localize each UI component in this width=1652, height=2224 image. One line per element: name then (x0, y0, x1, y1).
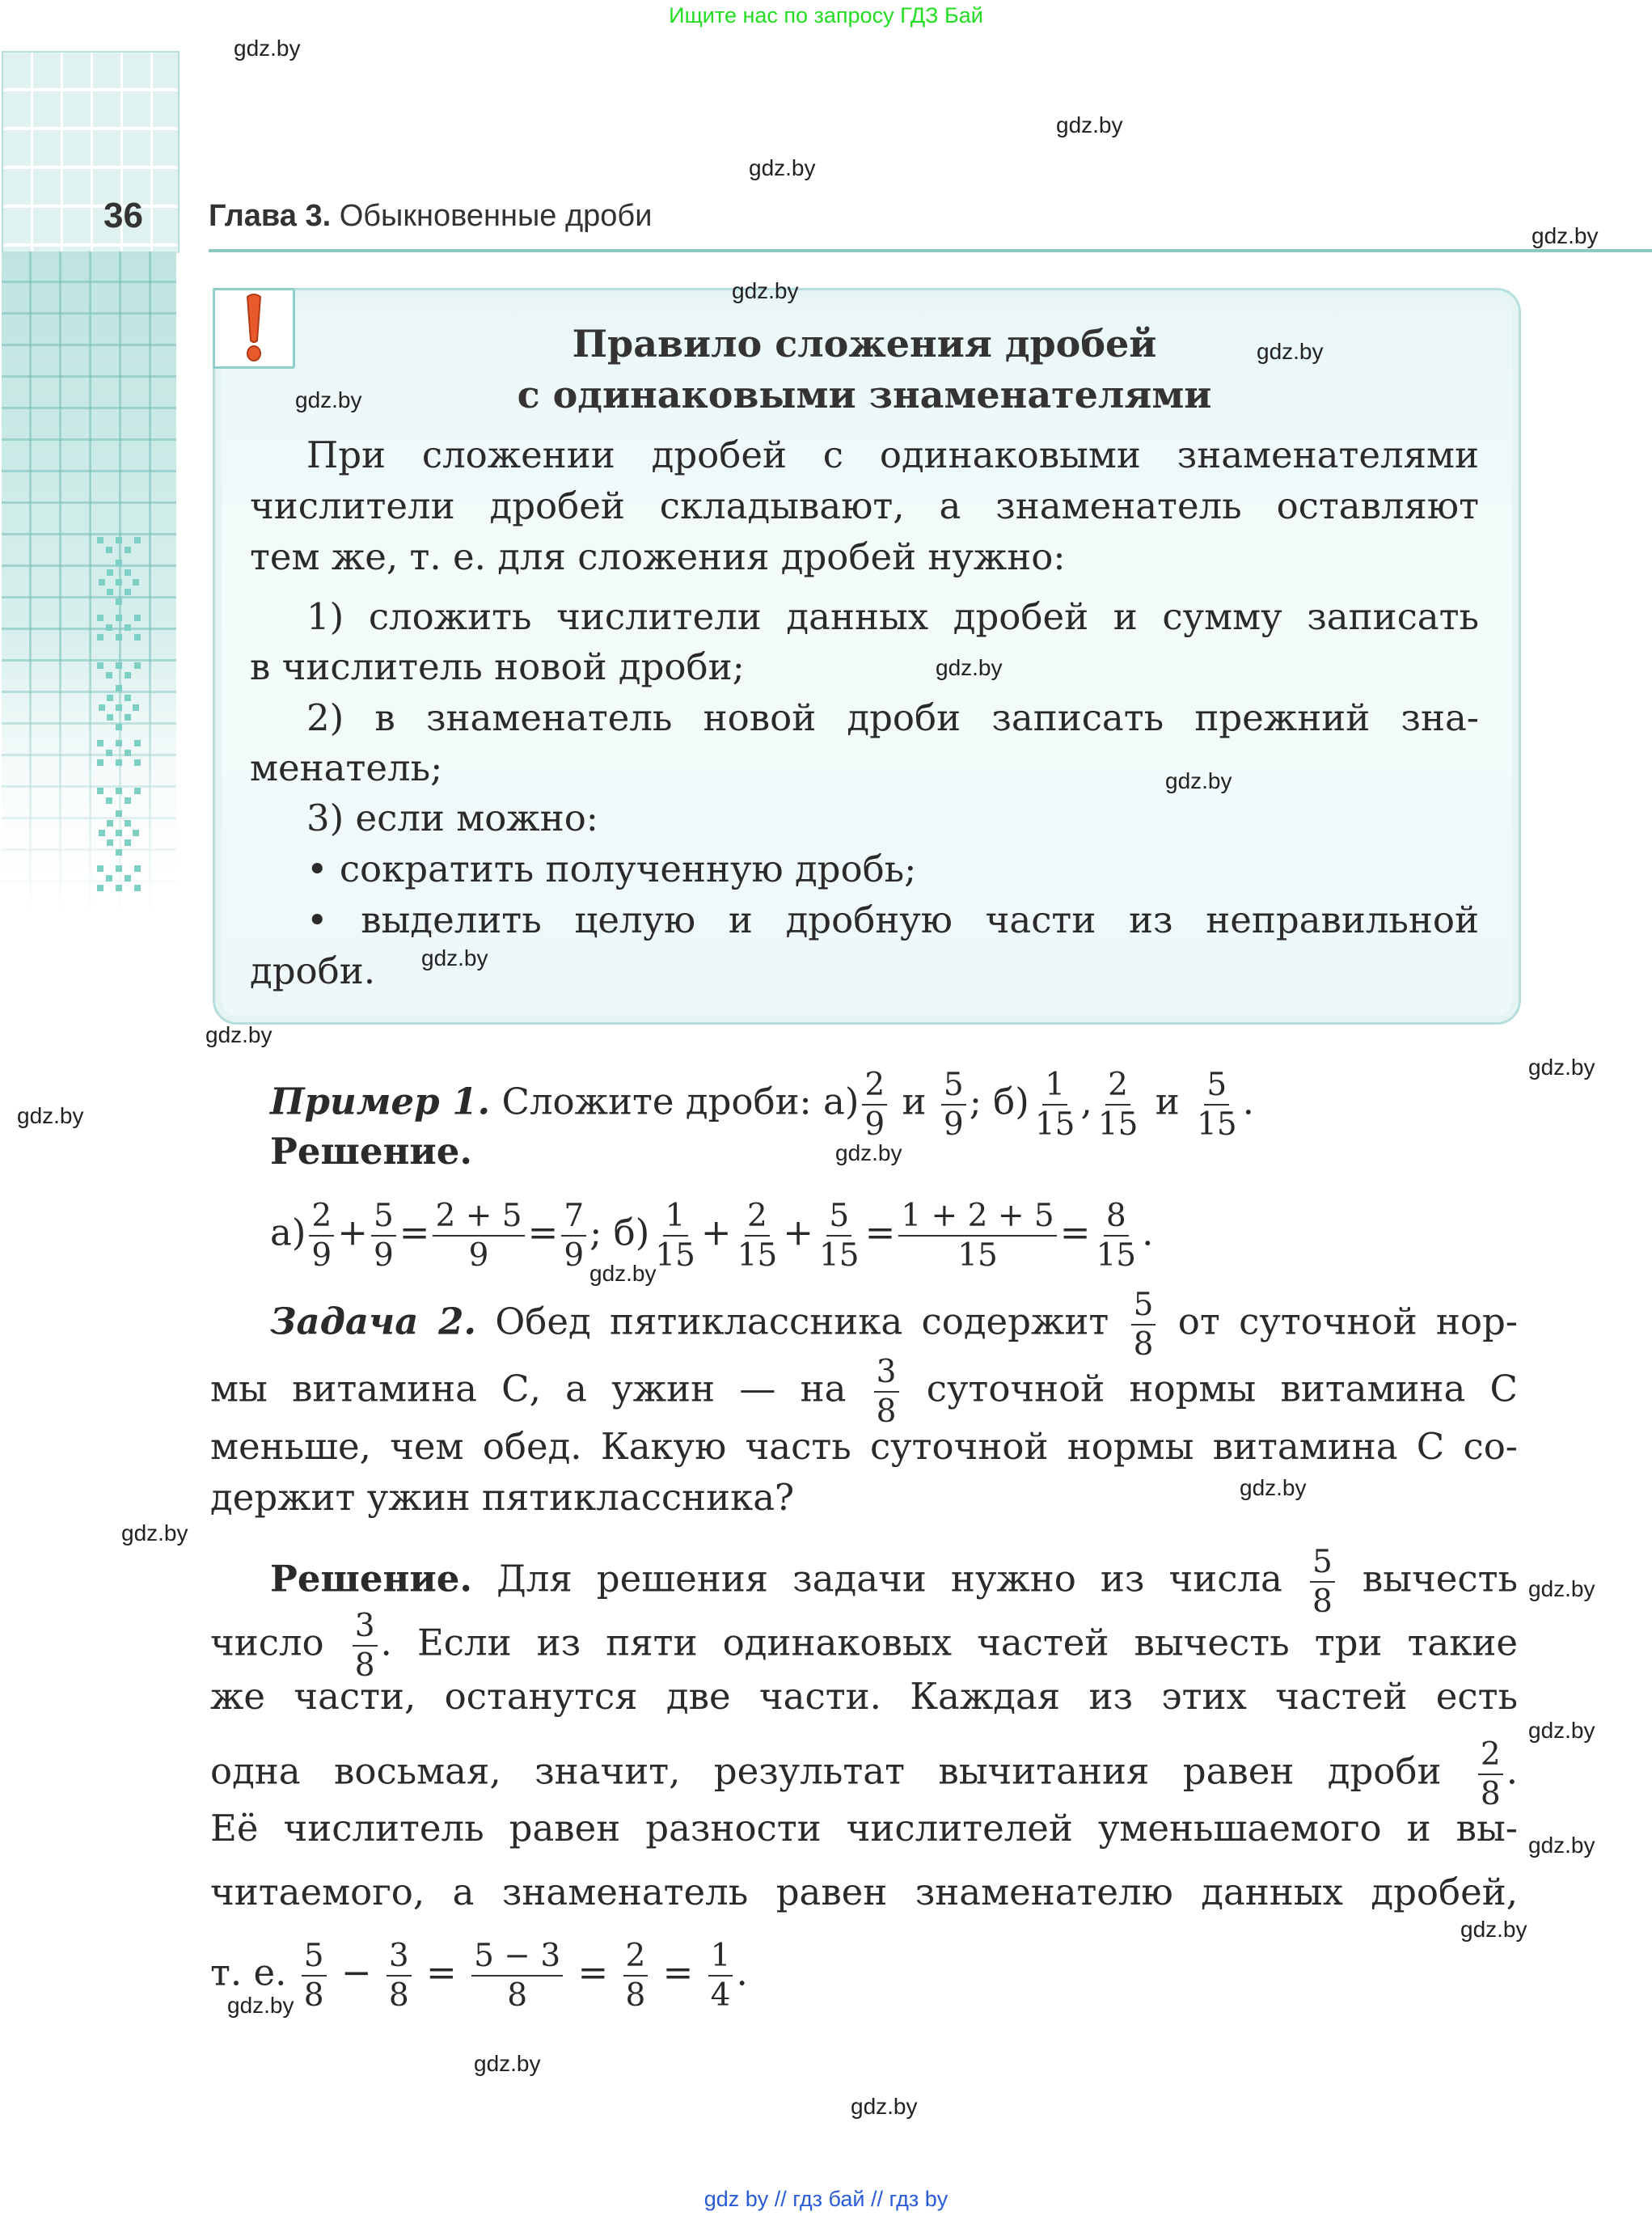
fraction-denominator: 9 (943, 1106, 964, 1143)
watermark-text: gdz.by (17, 1103, 84, 1128)
fraction-denominator: 9 (864, 1106, 885, 1143)
header-divider (209, 249, 1652, 252)
fraction (1194, 1067, 1240, 1143)
fraction-numerator: 7 (561, 1200, 586, 1237)
fraction-denominator: 8 (388, 1977, 409, 2014)
watermark-text: gdz.by (732, 278, 799, 303)
text-segment: При сложении дробей с одинаковыми знаменателями (306, 433, 1479, 476)
fraction-denominator: 8 (1312, 1583, 1333, 1620)
fraction (653, 1198, 698, 1274)
text-segment: и (890, 1080, 938, 1123)
fraction-denominator: 15 (1097, 1106, 1139, 1143)
text-segment: мы витамина С, а ужин — на (210, 1367, 871, 1410)
fraction-denominator: 8 (1480, 1776, 1501, 1812)
fraction-numerator: 5 (826, 1200, 851, 1237)
fraction-numerator: 5 (371, 1200, 396, 1237)
fraction-denominator: 8 (876, 1393, 897, 1430)
text-segment: читаемого, а знаменатель равен знаменателю данных дробей, (210, 1871, 1518, 1913)
watermark-text: gdz.by (474, 2051, 541, 2076)
fraction-numerator: 2 (1478, 1739, 1503, 1775)
fraction-numerator: 1 (1042, 1069, 1067, 1106)
fraction-numerator: 3 (353, 1610, 378, 1647)
fraction (623, 1938, 649, 2014)
text-line (210, 1354, 1518, 1430)
text-segment: = (1059, 1211, 1091, 1254)
fraction-denominator: 8 (625, 1977, 646, 2014)
fraction (433, 1198, 524, 1274)
fraction-numerator: 5 − 3 (471, 1940, 563, 1977)
fraction (1093, 1198, 1139, 1274)
chapter-title: Обыкновенные дроби (339, 199, 653, 233)
text-segment: Её числитель равен разности числителей уменьшаемого и вы- (210, 1807, 1518, 1850)
text-line (210, 1424, 1518, 1469)
watermark-text: gdz.by (1532, 223, 1599, 248)
watermark-text: gdz.by (1240, 1475, 1307, 1500)
fraction-numerator: 1 (708, 1940, 733, 1977)
text-segment: же части, останутся две части. Каждая из этих частей есть (210, 1675, 1518, 1718)
margin-grid-decoration (2, 51, 180, 253)
watermark-text: gdz.by (227, 1993, 294, 2018)
fraction-numerator: 5 (941, 1069, 966, 1106)
text-segment: = (399, 1211, 430, 1254)
fraction (1033, 1067, 1078, 1143)
text-segment: + (700, 1211, 732, 1254)
text-segment: = (527, 1211, 559, 1254)
text-line (210, 1736, 1518, 1812)
text-segment: одна восьмая, значит, результат вычитания равен дроби (210, 1749, 1475, 1793)
fraction-numerator: 2 (309, 1200, 334, 1237)
text-segment: 3) если можно: (306, 797, 598, 839)
text-line (250, 645, 745, 690)
search-banner: Ищите нас по запросу ГДЗ Бай (669, 3, 983, 27)
text-segment: . (1242, 1080, 1254, 1123)
text-segment: 2) в знаменатель новой дроби записать прежний зна- (306, 696, 1479, 739)
text-segment: вычесть (1337, 1557, 1519, 1600)
watermark-text: gdz.by (851, 2094, 918, 2119)
watermark-text: gdz.by (121, 1520, 188, 1545)
exclamation-icon (215, 290, 293, 366)
text-line (210, 1674, 1518, 1719)
fraction (353, 1608, 378, 1684)
heading-italic: Задача 2. (270, 1300, 477, 1343)
fraction-numerator: 2 + 5 (433, 1200, 524, 1237)
text-line (250, 746, 442, 791)
footer-links[interactable]: gdz by // гдз бай // гдз by (703, 2187, 949, 2211)
text-segment: 1) сложить числители данных дробей и сумму записать (306, 595, 1479, 638)
text-line (270, 1544, 1519, 1620)
text-segment: ; б) (589, 1211, 650, 1254)
text-segment: + (783, 1211, 813, 1254)
text-segment: Сложите дроби: а) (490, 1080, 860, 1123)
text-line (270, 1067, 1254, 1143)
fraction-denominator: 8 (303, 1977, 324, 2014)
fraction-denominator: 15 (1197, 1106, 1237, 1143)
text-segment: дроби. (250, 949, 375, 992)
fraction (1310, 1544, 1335, 1620)
fraction-numerator: 2 (862, 1069, 887, 1106)
fraction-numerator: 2 (745, 1200, 770, 1237)
text-line (210, 1608, 1518, 1684)
fraction (561, 1198, 586, 1274)
text-segment: числители дробей складывают, а знаменатель оставляют (250, 484, 1479, 527)
text-line (270, 1287, 1518, 1363)
watermark-text: gdz.by (589, 1261, 657, 1286)
fraction (862, 1067, 887, 1143)
text-line (250, 949, 375, 994)
fraction (735, 1198, 780, 1274)
watermark-text: gdz.by (1460, 1917, 1527, 1942)
text-segment: . (1506, 1749, 1518, 1793)
text-segment: в числитель новой дроби; (250, 645, 745, 688)
text-segment: • выделить целую и дробную части из неправильной (306, 898, 1479, 941)
fraction (387, 1938, 412, 2014)
fraction (1478, 1736, 1503, 1812)
watermark-text: gdz.by (1056, 112, 1123, 137)
fraction (1096, 1067, 1141, 1143)
heading-bold: Решение. (270, 1130, 473, 1173)
fraction (941, 1067, 966, 1143)
text-segment: ; б) (969, 1080, 1029, 1123)
heading-italic: Пример 1. (270, 1080, 491, 1123)
text-segment: т. е. (210, 1951, 298, 1994)
fraction-denominator: 15 (1034, 1106, 1075, 1143)
fraction-numerator: 3 (387, 1940, 412, 1977)
text-segment: меньше, чем обед. Какую часть суточной нормы витамина С со- (210, 1425, 1518, 1468)
text-line (306, 696, 1479, 741)
chapter-label: Глава 3. (209, 199, 332, 233)
rule-title-line-2: с одинаковыми знаменателями (517, 373, 1212, 416)
fraction-numerator: 8 (1104, 1200, 1129, 1237)
fraction-numerator: 1 (663, 1200, 688, 1237)
text-segment: тем же, т. е. для сложения дробей нужно: (250, 535, 1066, 578)
heading-bold: Решение. (270, 1557, 473, 1600)
text-line (306, 847, 916, 892)
page-number: 36 (104, 196, 143, 235)
text-segment: . Если из пяти одинаковых частей вычесть три такие (380, 1621, 1518, 1664)
fraction (302, 1938, 327, 2014)
text-segment: держит ужин пятиклассника? (210, 1476, 795, 1519)
text-segment: а) (270, 1211, 306, 1254)
exclamation-badge (213, 288, 295, 369)
watermark-text: gdz.by (1528, 1055, 1595, 1080)
fraction-denominator: 9 (311, 1237, 332, 1274)
text-segment: Обед пятиклассника содержит (476, 1300, 1128, 1343)
text-segment: − (329, 1951, 383, 1994)
fraction-numerator: 5 (1310, 1546, 1335, 1583)
text-segment: суточной нормы витамина С (902, 1367, 1518, 1410)
fraction-numerator: 2 (623, 1940, 649, 1977)
fraction (309, 1198, 334, 1274)
text-segment: от суточной нор- (1159, 1300, 1518, 1343)
text-segment: + (337, 1211, 368, 1254)
text-segment: число (210, 1621, 349, 1664)
watermark-text: gdz.by (205, 1022, 273, 1047)
watermark-text: gdz.by (421, 945, 488, 970)
watermark-text: gdz.by (1257, 339, 1324, 364)
fraction-denominator: 15 (655, 1237, 695, 1274)
watermark-text: gdz.by (295, 387, 362, 412)
chapter-header (209, 199, 652, 234)
fraction (708, 1938, 733, 2014)
fraction-denominator: 8 (1133, 1326, 1154, 1363)
watermark-text: gdz.by (835, 1140, 902, 1165)
fraction (874, 1354, 899, 1430)
watermark-text: gdz.by (234, 36, 301, 61)
text-segment: . (1142, 1211, 1154, 1254)
fraction-denominator: 15 (737, 1237, 778, 1274)
watermark-text: gdz.by (1528, 1718, 1595, 1743)
text-segment: и (1143, 1080, 1192, 1123)
fraction (471, 1938, 563, 2014)
text-segment: , (1080, 1080, 1092, 1123)
fraction-denominator: 15 (1096, 1237, 1137, 1274)
fraction-numerator: 5 (1204, 1069, 1229, 1106)
fraction-numerator: 2 (1105, 1069, 1130, 1106)
fraction-denominator: 4 (710, 1977, 731, 2014)
text-line (270, 1129, 472, 1174)
fraction-denominator: 8 (507, 1977, 528, 2014)
text-segment: • сократить полученную дробь; (306, 848, 917, 890)
fraction-denominator: 9 (468, 1237, 489, 1274)
text-line (250, 484, 1479, 529)
text-segment: Для решения задачи нужно из числа (472, 1557, 1307, 1600)
fraction-denominator: 15 (957, 1237, 998, 1274)
fraction-numerator: 5 (1131, 1289, 1156, 1326)
fraction (898, 1198, 1056, 1274)
watermark-text: gdz.by (1528, 1833, 1595, 1858)
text-line (306, 796, 598, 841)
ornament-icon (94, 537, 144, 909)
text-segment: = (864, 1211, 896, 1254)
text-line (306, 594, 1479, 640)
text-line (306, 898, 1479, 943)
watermark-text: gdz.by (936, 655, 1003, 680)
fraction (371, 1198, 396, 1274)
text-segment: = (566, 1951, 620, 1994)
fraction-numerator: 1 + 2 + 5 (898, 1200, 1056, 1237)
watermark-text: gdz.by (1528, 1576, 1595, 1601)
watermark-text: gdz.by (749, 155, 816, 180)
text-segment: менатель; (250, 746, 443, 789)
text-line (306, 433, 1479, 478)
fraction-numerator: 3 (874, 1356, 899, 1393)
text-segment: . (736, 1951, 748, 1994)
fraction-denominator: 8 (354, 1647, 375, 1684)
fraction-numerator: 5 (302, 1940, 327, 1977)
text-line (210, 1475, 794, 1520)
text-segment: = (414, 1951, 469, 1994)
watermark-text: gdz.by (1165, 768, 1232, 793)
rule-title-line-1: Правило сложения дробей (572, 322, 1157, 366)
fraction-denominator: 9 (564, 1237, 585, 1274)
fraction-denominator: 15 (818, 1237, 860, 1274)
fraction (1131, 1287, 1156, 1363)
text-line (250, 535, 1066, 580)
fraction-denominator: 9 (373, 1237, 394, 1274)
margin-grid-decoration-lower (2, 252, 176, 915)
text-line (210, 1806, 1518, 1851)
text-line (210, 1870, 1518, 1915)
text-segment: = (651, 1951, 705, 1994)
fraction (817, 1198, 862, 1274)
